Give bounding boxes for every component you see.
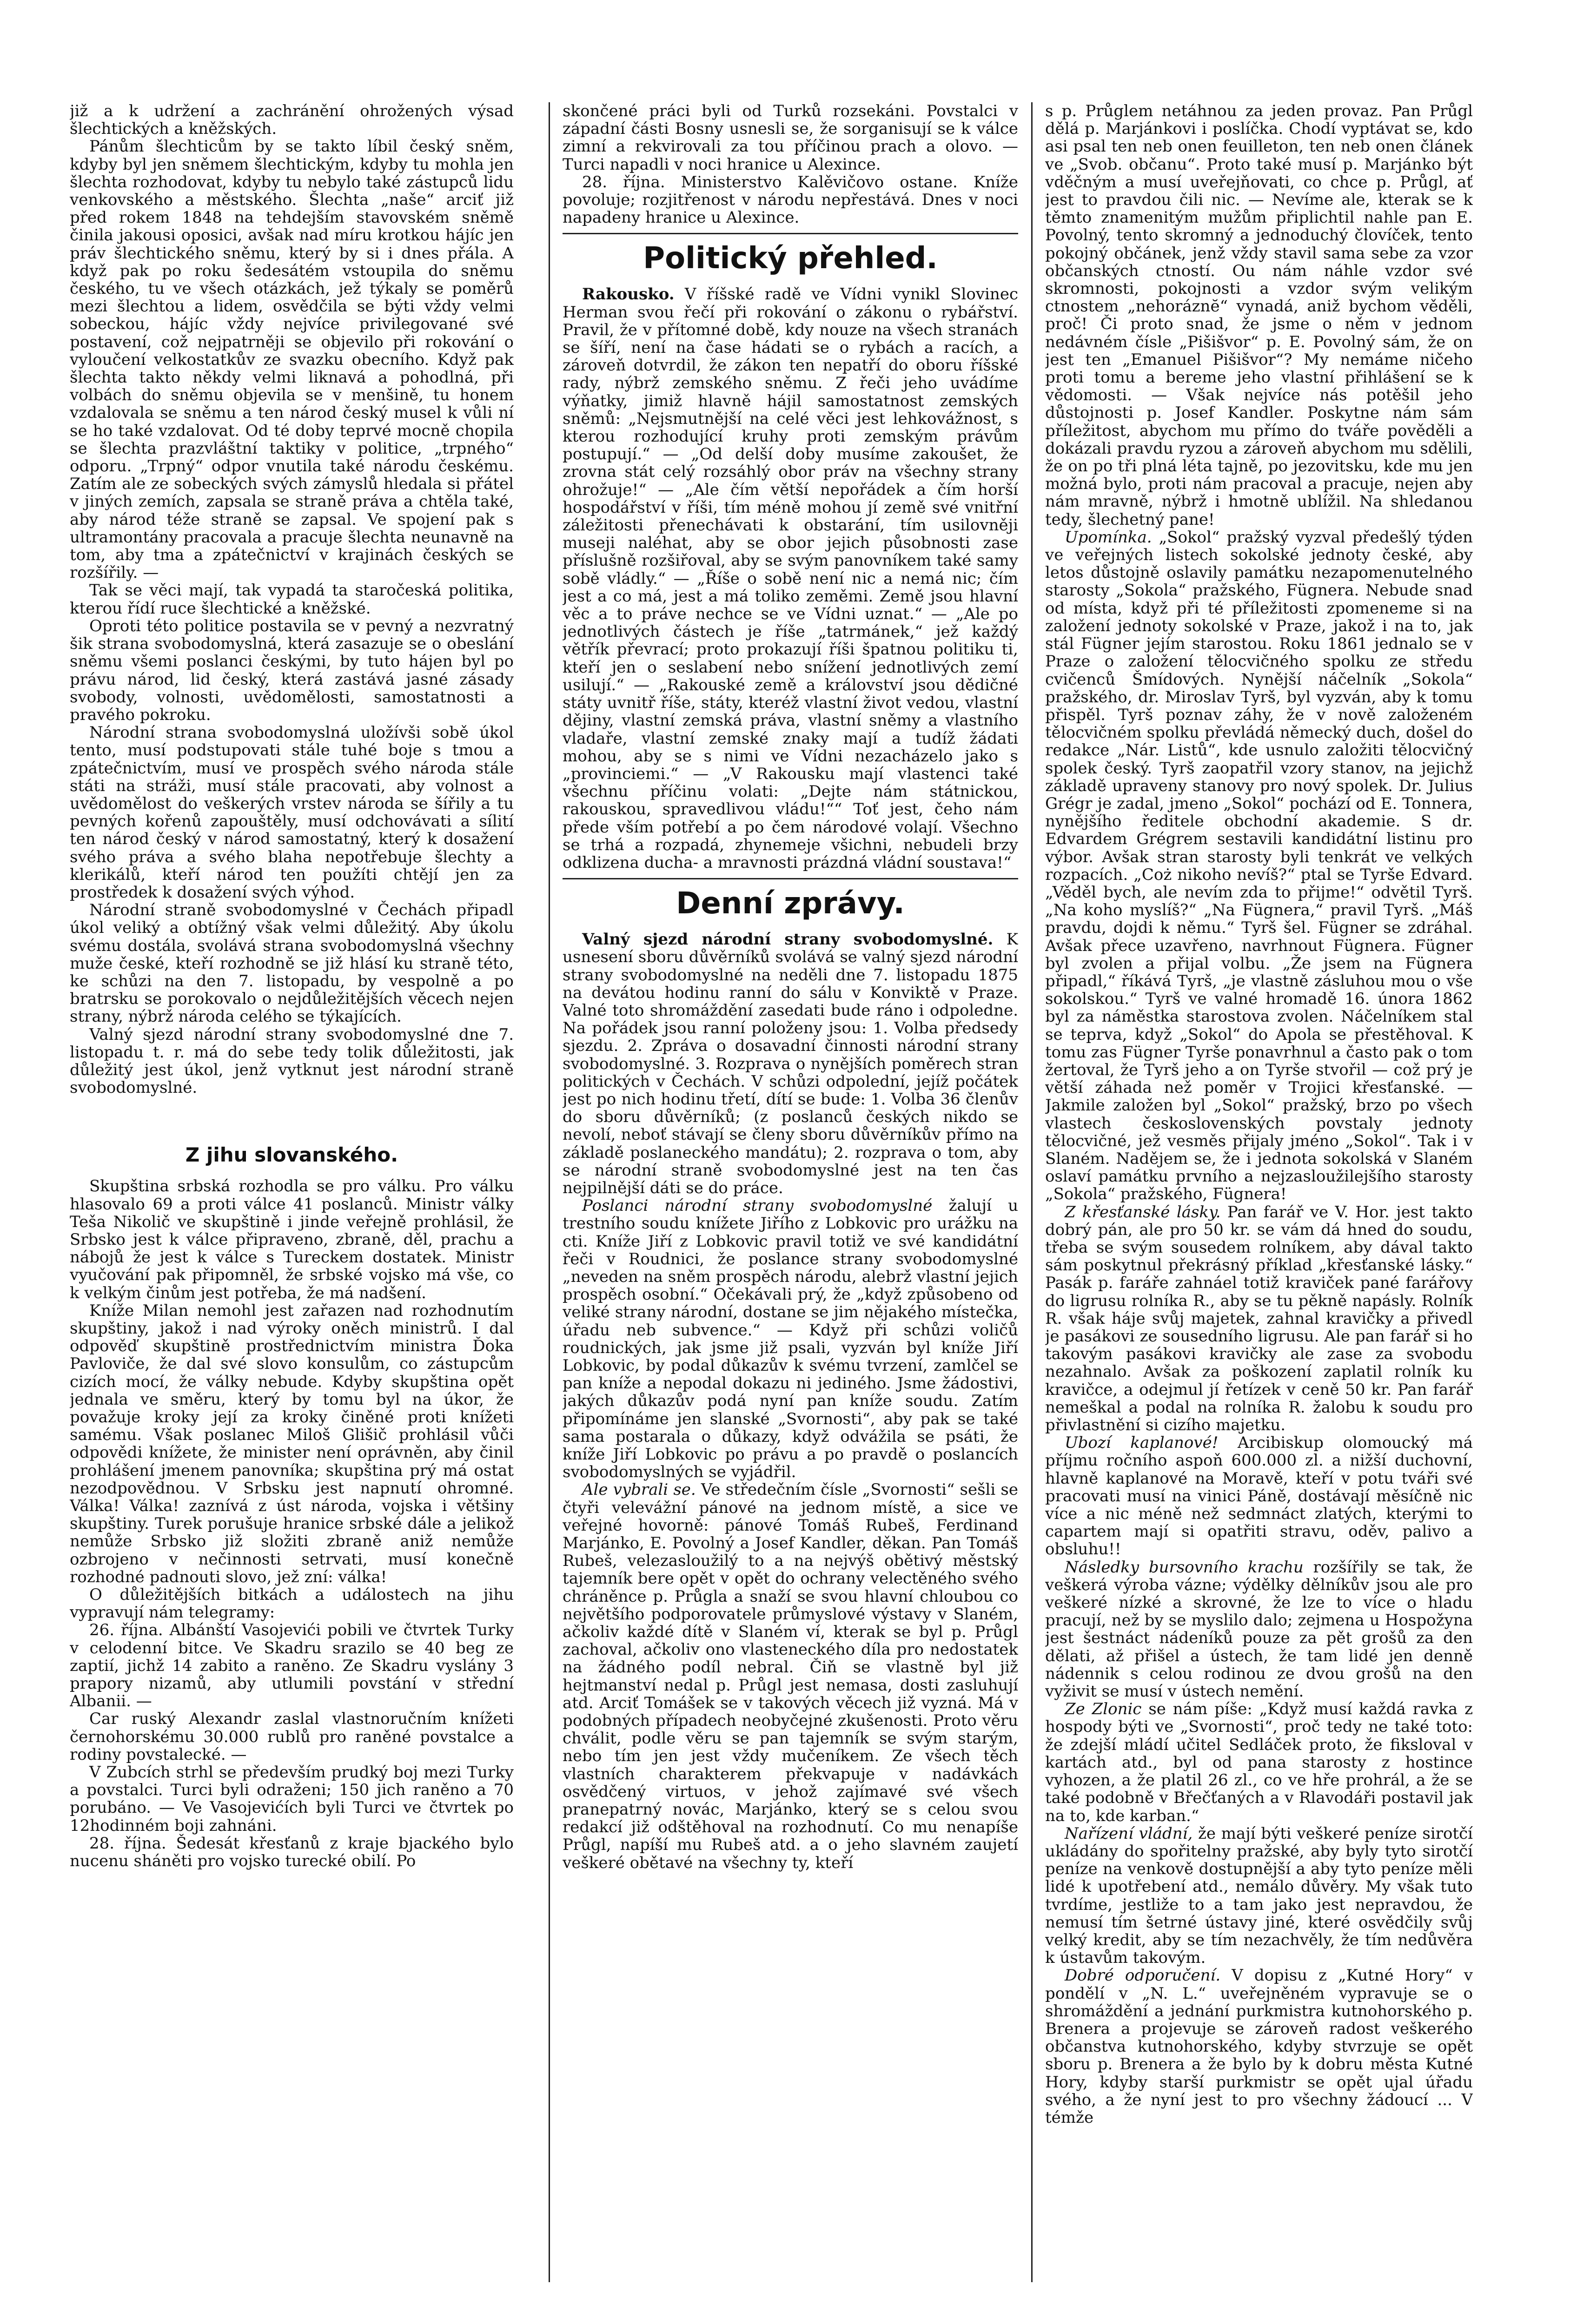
paragraph-lead: Ze Zlonic [1065, 1700, 1142, 1719]
paragraph: Kníže Milan nemohl jest zařazen nad rozhodnutím skupštiny, jakož i nad výroky oněch ministrů. I dal odpověď skupštině prostřednictvím ministra Ďoka Pavloviče, že dal své slovo konsulům, co zástupcům cizích mocí, že války nebude. Kdyby skupština opět jednala ve směru, který by tomu byl na úkor, že považuje kroky její za kroky činěné proti knížeti samému. Však poslanec Miloš Glišič prohlásil vůči odpovědi knížete, že minister není oprávněn, aby činil prohlášení jmenem panovníka; skupština prý má ostat nezodpovědnou. V Srbsku jest napnutí ohromné. Válka! Válka! zaznívá z úst národa, vojska i většiny skupštiny. Turek porušuje hranice srbské dále a jelikož nemůže Srbsko již složiti zbraně aniž nemůže ozbrojeno v nečinnosti setrvati, musí konečně rozhodné padnouti slovo, jež zní: válka! [70, 1301, 514, 1586]
paragraph: 28. října. Ministerstvo Kalěvičovo ostane. Kníže povoluje; rozjitřenost v národu nepřestává. Dnes v noci napadeny hranice u Alexince. [563, 172, 1018, 227]
paragraph-body: rozšířily se tak, že veškerá výroba vázne; výdělky dělníkův jsou ale pro veškeré nízké a skrovné, že lze to více o hladu pracují, než by se myslilo dalo; zejmena u Hospožyna jest šestnáct nádeníků pouze za pět grošů za den dělati, až přišel a ústech, že tam lidé jen denně nádennik s celou rodinou ze dvou grošů na den vyživit se musí v ústech nemění. [1045, 1558, 1473, 1701]
column-left [70, 102, 514, 2282]
paragraph-body: se nám píše: „Když musí každá ravka z hospody býti ve „Svornosti“, proč tedy ne také toto: že zdejší mládí učitel Sedláček proto, že fiksloval v kartách atd., byl od pana starosty z hostince vyhozen, a že platil 26 zl., co ve hře prohrál, a že se také podobně v Břečťaných a v Rlavodáři postavil jak na to, kde karban.“ [1045, 1700, 1473, 1825]
paragraph-body: „Sokol“ pražský vyzval předešlý týden ve veřejných listech sokolské jednoty české, aby letos důstojně oslavily památku nezapomenutelného starosty „Sokola“ pražského, Fügnera. Nebude snad od místa, když při té příležitosti zpomeneme si na založení jednoty sokolské v Praze, jakož i na to, jak stál Fügner jejím starostou. Roku 1861 jednalo se v Praze o založení tělocvičného spolku ze středu cvičenců Šmídových. Nynější náčelník „Sokola“ pražského, dr. Miroslav Tyrš, byl vyzván, aby k tomu přispěl. Tyrš poznav záhy, že v nově založeném tělocvičném spolku převládá německý duch, došel do redakce „Nár. Listů“, kde usnulo založiti tělocvičný spolek český. Tyrš zaopatřil vzory stanov, na jejichž základě upraveny stanovy pro nový spolek. Dr. Julius Grégr je zadal, jmeno „Sokol“ pochází od E. Tonnera, nynějšího ředitele obchodní akademie. S dr. Edvardem Grégrem sestavili kandidátní listinu pro výbor. Avšak stran starosty byli tenkrát ve velkých rozpacích. „Coż nikoho nevíš?“ ptal se Tyrše Edvard. „Věděl bych, ale nevím zda to přijme!“ odvětil Tyrš. „Na koho myslíš?“ „Na Fügnera,“ pravil Tyrš. „Máš pravdu, dojdi k němu.“ Tyrš šel. Fügner se zdráhal. Avšak přece uzavřeno, navrhnout Fügnera. Fügner byl zvolen a přijal volbu. „Že jsem na Fügnera připadl,“ říkává Tyrš, „je vlastně zásluhou mou o vše sokolskou.“ Tyrš ve valné hromadě 16. února 1862 byl za náměstka starostova zvolen. Náčelníkem stal se teprva, když „Sokol“ do Apola se přestěhoval. K tomu zas Fügner Tyrše ponavrhnul a často pak o tom žertoval, že Tyrš jeho a on Tyrše stvořil — což prý je větší záhada než poměr v Trojici křesťanské. — Jakmile založen byl „Sokol“ pražský, brzo po všech vlastech československých povstaly jednoty tělocvičné, jež vesměs přijaly jméno „Sokol“. Tak i v Slaném. Nadějem se, že i jednota sokolská v Slaném oslaví památku prvního a nejzasloužilejšího starosty „Sokola“ pražského, Fügnera! [1045, 528, 1473, 1204]
paragraph-lead: Upomínka. [1065, 528, 1152, 547]
paragraph: O důležitějších bitkách a událostech na jihu vypravují nám telegramy: [70, 1585, 514, 1622]
section-heading-political-overview: Politický přehled. [643, 241, 938, 276]
paragraph: Oproti této politice postavila se v pevný a nezvratný šik strana svobodomyslná, která zasazuje se o obeslání sněmu všemi poslanci českými, by tuto hájen byl po právu národ, lid český, která zastává jasné zásady svobody, volnosti, uvědomělosti, samostatnosti a pravého pokroku. [70, 616, 514, 724]
paragraph-lead: Ubozí kaplanové! [1065, 1433, 1219, 1452]
section-divider [563, 233, 1018, 234]
paragraph-lead: Nařízení vládní, [1065, 1824, 1193, 1843]
paragraph-lead: Ale vybrali se. [582, 1480, 696, 1499]
paragraph [1045, 1825, 1473, 1967]
paragraph: 28. října. Šedesát křesťanů z kraje bjackého bylo nucenu sháněti pro vojsko turecké obilí. Po [70, 1834, 514, 1871]
paragraph-lead: Rakousko. [582, 285, 675, 304]
paragraph [1045, 1434, 1473, 1558]
paragraph: skončené práci byli od Turků rozsekáni. Povstalci v západní části Bosny usnesli se, že sorganisují se k válce zimní a rekvirovali za tou příčinou prach a olovo. — Turci napadli v noci hranice u Alexince. [563, 102, 1018, 174]
paragraph: V Zubcích strhl se především prudký boj mezi Turky a povstalci. Turci byli odraženi; 150 jich raněno a 70 porubáno. — Ve Vasojevićích byli Turci ve čtvrtek po 12hodinném boji zahnáni. [70, 1763, 514, 1835]
paragraph-lead: Valný sjezd národní strany svobodomyslné. [582, 930, 994, 949]
paragraph: již a k udržení a zachránění ohrožených výsad šlechtických a kněžských. [70, 102, 514, 139]
paragraph: Skupština srbská rozhodla se pro válku. Pro válku hlasovalo 69 a proti válce 41 poslanců. Ministr války Teša Nikolič ve skupštině i jinde veřejně prohlásil, že Srbsko jest k válce připraveno, zbraně, děl, prachu a nábojů že jest k válce s Tureckem dostatek. Ministr vyučování pak připomněl, že srbské vojsko má vše, co k velkým činům jest potřeba, že má nadšení. [70, 1177, 514, 1302]
paragraph [563, 1481, 1018, 1871]
column-rule-left [549, 102, 550, 2282]
paragraph: Národní strana svobodomyslná uložívši sobě úkol tento, musí podstupovati stále tuhé boje s tmou a zpátečnictvím, musí ve prospěch svého národa stále státi na stráži, musí stále pracovati, aby volnost a uvědomělost do veškerých vrstev národa se šířily a tu pevných kořenů zapouštěly, musí odchovávati a sílití ten národ český v národ samostatný, který k dosažení svého práva a svého blaha nepotřebuje šlechty a klerikálů, kteří národ ten použíti chtějí jen za prostředek k dosažení svých výhod. [70, 723, 514, 902]
paragraph [1045, 1558, 1473, 1701]
section-heading-south-slavic: Z jihu slovanského. [185, 1143, 398, 1167]
column-right [1045, 102, 1473, 2282]
paragraph-body: Pan farář ve V. Hor. jest takto dobrý pán, ale pro 50 kr. se vám dá hned do soudu, třeba se svým sousedem rolníkem, aby dával takto sám poskytnul překrásný příklad „křesťanské lásky.“ Pasák p. faráře zahnáel totiž kraviček pané farářovy do ligrusu rolníka R., aby se tu pěkně napásly. Rolník R. však háje svůj majetek, zahnal kravičky a přivedl je pasákovi ze sousedního ligrusu. Ale pan farář si ho takovým pasákovi kravičky ale zase za svobodu nezahnalo. Avšak za poškození zaplatil rolník ku kravičce, a odejmul jí řetízek v ceně 50 kr. Pan farář nemeškal a podal na rolníka R. žalobu k soudu pro přivlastnění si cizího majetku. [1045, 1202, 1473, 1435]
paragraph [563, 931, 1018, 1197]
section-heading-daily-news: Denní zprávy. [676, 886, 905, 921]
paragraph-body: Ve středečním čísle „Svornosti“ sešli se čtyři velevážní pánové na jednom místě, a sice ve veřejné hovorně: pánové Tomáš Rubeš, Ferdinand Marjánko, E. Povolný a Josef Kandler, děkan. Pan Tomáš Rubeš, velezasloužilý to a na nejvýš obětivý městský tajemník bere opět v opět do ochrany velectěného svého chráněnce p. Průgla a snaží se svou hlavní chloubou co největšího podporovatele průmyslové výstavy v Slaném, ačkoliv každé dítě v Slaném ví, kterak se byl p. Průgl zachoval, ačkoliv ono vlasteneckého díla pro nedostatek na žádného podíl nebral. Čiň se vlastně byl již hejtmanství nedal p. Průgl jest nemasa, dosti zasluhují atd. Arciť Tomášek se v takových věcech již vyzná. Má v podobných případech neobyčejné zkušenosti. Proto věru chválit, podle věru se pan tajemník se svým starým, nebo tím jen jest vždy mučeníkem. Ze všech těch vlastních charakterem překvapuje v nadávkách osvědčený virtuos, v jehož zajímavé své všech pranepatrný novác, Marjánko, který se s celou svou redakcí již odštěhoval na rozhodnutí. Co mu nenapíše Průgl, napíší mu Rubeš atd. a o jeho slavném zaujetí veškeré obětavé na všechny ty, kteří [563, 1480, 1018, 1872]
paragraph: Pánům šlechticům by se takto líbil český sněm, kdyby byl jen sněmem šlechtickým, kdyby tu mohla jen šlechta rozhodovat, kdyby tu nebylo také zástupců lidu venkovského a městského. Šlechta „naše“ arciť již před rokem 1848 na tehdejším stavovském sněmě činila jakousi oposici, avšak nad míru krotkou hájíc jen práv šlechtického sněmu, který by si i dnes přála. A když pak po roku šedesátém vstoupila do sněmu českého, tu ve všech otázkách, jež týkaly se poměrů mezi šlechtou a lidem, osvědčila se býti vždy velmi sobeckou, hájíc vždy nejvíce privilegované své postavení, což nejpatrněji se objevilo při rokování o vyloučení velkostatkův ze svazku obecního. Když pak šlechta takto někdy velmi liknavá a pohodlná, při volbách do sněmu objevila se v menšině, tu honem vzdalovala se sněmu a ten národ český musel k vůli ní se ho také vzdalovat. Od té doby teprvé mocně chopila se šlechta prazvláštní taktiky v politice, „trpného“ odporu. „Trpný“ odpor vnutila také národu českému. Zatím ale ze sobeckých svých zámyslů hledala si přátel v jiných zemích, zapsala se straně práva a chtěla také, aby národ téže straně se zapsal. Ve spojení pak s ultramontány pracovala a pracuje šlechta neunavně na tom, aby tma a zpátečnictví v krajinách českých se rozšířily. — [70, 137, 514, 582]
paragraph: Národní straně svobodomyslné v Čechách připadl úkol veliký a obtížný však velmi důležitý. Aby úkolu svému dostála, svolává strana svobodomyslná všechny muže české, kteří rozhodně se již hlásí ku straně této, ke schůzi na den 7. listopadu, by vespolně a po bratrsku se porokovalo o nejdůležitějších věcech nejen strany, nýbrž národa celého se týkajících. [70, 901, 514, 1026]
paragraph: s p. Průglem netáhnou za jeden provaz. Pan Průgl dělá p. Marjánkovi i poslíčka. Chodí vyptávat se, kdo asi psal ten neb onen feuilleton, ten neb onen článek ve „Svob. občanu“. Proto také musí p. Marjánko být vděčným a musí uveřejňovati, co chce p. Průgl, ať jest to pravdou čili nic. — Nevíme ale, kterak se k těmto znamenitým mužům připlichtil nahle pan E. Povolný, tento skromný a jednoduchý človíček, tento pokojný občánek, jenž vždy stavil sama sebe za vzor občanských ctností. Ou nám náhle vzdor své skromnosti, pokojnosti a vzdor svým velikým ctnostem „nehoráznĕ“ vynadá, aniž bychom věděli, proč! Či proto snad, že jsme o něm v jednom nedávném čísle „Pišišvor“ p. E. Povolný sám, že on jest ten „Emanuel Pišišvor“? My nemáme ničeho proti tomu a bereme jeho vlastní přihlášení se k vědomosti. — Však nejvíce nás potěšil jeho důstojnosti p. Josef Kandler. Poskytne nám sám příležitost, abychom mu přímo do tváře pověděli a dokázali pravdu ryzou a zároveň abychom mu sdělili, že on po tři plná léta tajně, po jezovitsku, kde mu jen možná bylo, proti nám pracoval a pracuje, nejen aby nám mravně, nýbrž i hmotně ublížil. Na shledanou tedy, šlechetný pane! [1045, 102, 1473, 529]
paragraph-lead: Z křesťanské lásky. [1065, 1202, 1221, 1221]
paragraph: Car ruský Alexandr zaslal vlastnoručním knížeti černohorskému 30.000 rublů pro raněné povstalce a rodiny povstalecké. — [70, 1710, 514, 1764]
paragraph [1045, 1203, 1473, 1434]
paragraph: Valný sjezd národní strany svobodomyslné dne 7. listopadu t. r. má do sebe tedy tolik důležitosti, jak důležitý jest úkol, jenž vytknut jest národní straně svobodomyslné. [70, 1025, 514, 1097]
paragraph-body: že mají býti veškeré peníze sirotčí ukládány do spořitelny pražské, aby byly tyto sirotčí peníze na venkově dostupnější a aby tyto peníze měli lidé k upotřebení atd., nemálo důvěry. My však tuto tvrdíme, jestliže to a tam jako jest nepravdou, že nemusí tím šetrné ústavy jiné, které osvědčily svůj velký kredit, aby se tím nezachvěly, že tím nedůvěra k ústavům takovým. [1045, 1824, 1473, 1967]
paragraph-body: Arcibiskup olomoucký má příjmu ročního aspoň 600.000 zl. a nižší duchovní, hlavně kaplanové na Moravě, kteří v potu tváři své pracovati musí na vinici Páně, dostávají měsíčně nic více a nic méně než sedmnáct zlatých, kterými to capartem mají si opatřiti stravu, oděv, palivo a obsluhu!! [1045, 1433, 1473, 1559]
section-divider [563, 878, 1018, 879]
paragraph [1045, 1967, 1473, 2126]
column-middle [563, 102, 1018, 2282]
paragraph-body: V říšské radě ve Vídni vynikl Slovinec Herman svou řečí při rokování o zákonu o rybářství. Pravil, že v přítomné době, kdy nouze na všech stranách se šíří, není na čase hádati se o rybách a racích, a zároveň dotvrdil, že zákon ten nepatří do oboru říšské rady, nýbrž zemského sněmu. Z řeči jeho uvádíme výňatky, jimiž hlavně hájil samostatnost zemských sněmů: „Nejsmutnější na celé věci jest lehkovážnost, s kterou rozhodující kruhy proti zemským právům postupují.“ — „Od delší doby musíme zakoušet, že zrovna stát celý rozsáhlý obor práv na všechny strany ohrožuje!“ — „Ale čím větší nepořádek a čím horší hospodářství v říši, tím méně mohou jí země své vnitřní záležitosti přenechávati k obstarání, tím usilovněji museji naléhat, aby se obor jejich působnosti zase příslušně rozšiřoval, aby se svým panovníkem také samy sobě vládly.“ — „Říše o sobě není nic a nemá nic; čím jest a co má, jest a má toliko zeměmi. Země jsou hlavní věc a to práve nechce se ve Vídni uznat.“ — „Ale po jednotlivých částech je říše „tatrmánek,“ jež každý větřík převrací; proto prokazují říši špatnou politiku ti, kteří jen o seslabení nebo snížení jednotlivých zemí usilují.“ — „Rakouské země a království jsou dědičné státy uvnitř říše, státy, kteréž vlastní život vedou, vlastní dějiny, vlastní zemská práva, vlastní sněmy a vlastního vladaře, vlastní zemské znaky mají a tudíž žádati mohou, aby se s nimi ve Vídni nezacházelo jako s „provinciemi.“ — „V Rakousku mají vlastenci také všechnu příčinu volati: „Dejte nám státnickou, rakouskou, spravedlivou vládu!““ Toť jest, čeho nám přede vším potřebí a po čem národové volají. Všechno se trhá a rozpadá, zhynemeje všichni, nebudeli brzy odklizena ducha- a mravnosti prázdná vládní soustava!“ [563, 285, 1018, 872]
paragraph-body: V dopisu z „Kutné Hory“ v pondělí v „N. L.“ uveřejněném vypravuje se o shromáždění a jednání purkmistra kutnohorského p. Brenera a projevuje se zároveň radost veškerého občanstva kutnohorského, kdyby stvrzuje se opět sboru p. Brenera a že bylo by k dobru města Kutné Hory, kdyby starší purkmistr se opět ujal úřadu svého, a že nyní jest to pro všechny žádoucí ... V témže [1045, 1966, 1473, 2127]
paragraph [1045, 1700, 1473, 1824]
paragraph [563, 285, 1018, 872]
paragraph-body: žalují u trestního soudu knížete Jiřího z Lobkovic pro urážku na cti. Kníže Jiří z Lobkovic pravil totiž ve své kandidátní řeči v Roudnici, že poslance strany svobodomyslné „neveden na sněm prospěch národu, alebrž vlastní jejich prospěch osobní.“ Očekávali prý, že „když způsobeno od veliké strany národní, dostane se jim nějakého místečka, úřadu neb subvence.“ — Když při schůzi voličů roudnických, jak jsme již psali, vyzván byl kníže Jiří Lobkovic, by podal důkazův k svému tvrzení, zamlčel se pan kníže a nepodal dokazu ni jediného. Jsme žádostivi, jakých důkazův podá nyní pan kníže soudu. Zatím připomínáme jen slanské „Svornosti“, aby pak se také sama postarala o důkazy, když odvážila se psáti, že kníže Jiří Lobkovic po právu a po pravdě o poslancích svobodomyslných se vyjádřil. [563, 1196, 1018, 1482]
paragraph-lead: Následky bursovního krachu [1065, 1558, 1304, 1577]
paragraph [563, 1197, 1018, 1481]
newspaper-page [70, 88, 1481, 2282]
paragraph [1045, 528, 1473, 1203]
paragraph: 26. října. Albánští Vasojevići pobili ve čtvrtek Turky v celodenní bitce. Ve Skadru srazilo se 40 beg ze zaptií, jichž 14 zabito a raněno. Ze Skadru vyslány 3 prapory nizamů, aby utlumili povstání v střední Albanii. — [70, 1621, 514, 1711]
paragraph-lead: Poslanci národní strany svobodomyslné [582, 1196, 933, 1215]
paragraph: Tak se věci mají, tak vypadá ta staročeská politika, kterou řídí ruce šlechtické a kněžské. [70, 581, 514, 618]
paragraph-lead: Dobré odporučení. [1065, 1966, 1221, 1985]
column-rule-right [1031, 102, 1033, 2282]
paragraph-body: K usnesení sboru důvěrníků svolává se valný sjezd národní strany svobodomyslné na neděli dne 7. listopadu 1875 na devátou hodinu ranní do sálu v Konviktě v Praze. Valné toto shromáždění zasedati bude ráno i odpoledne. Na pořádek jsou ranní položeny jsou: 1. Volba předsedy sjezdu. 2. Zpráva o dosavadní činnosti národní strany svobodomyslné. 3. Rozprava o nynějších poměrech stran politických v Čechách. V schůzi odpolední, jejíž počátek jest po nich hodinu třetí, dítí se bude: 1. Volba 36 členův do sboru důvěrníků; (z poslanců českých nikdo se nevolí, neboť stávají se členy sboru důvěrníkův přímo na základě poslaneckého mandátu); 2. rozprava o tom, aby se národní straně svobodomyslné jest na ten čas nejpilnější dáti se do práce. [563, 930, 1018, 1197]
